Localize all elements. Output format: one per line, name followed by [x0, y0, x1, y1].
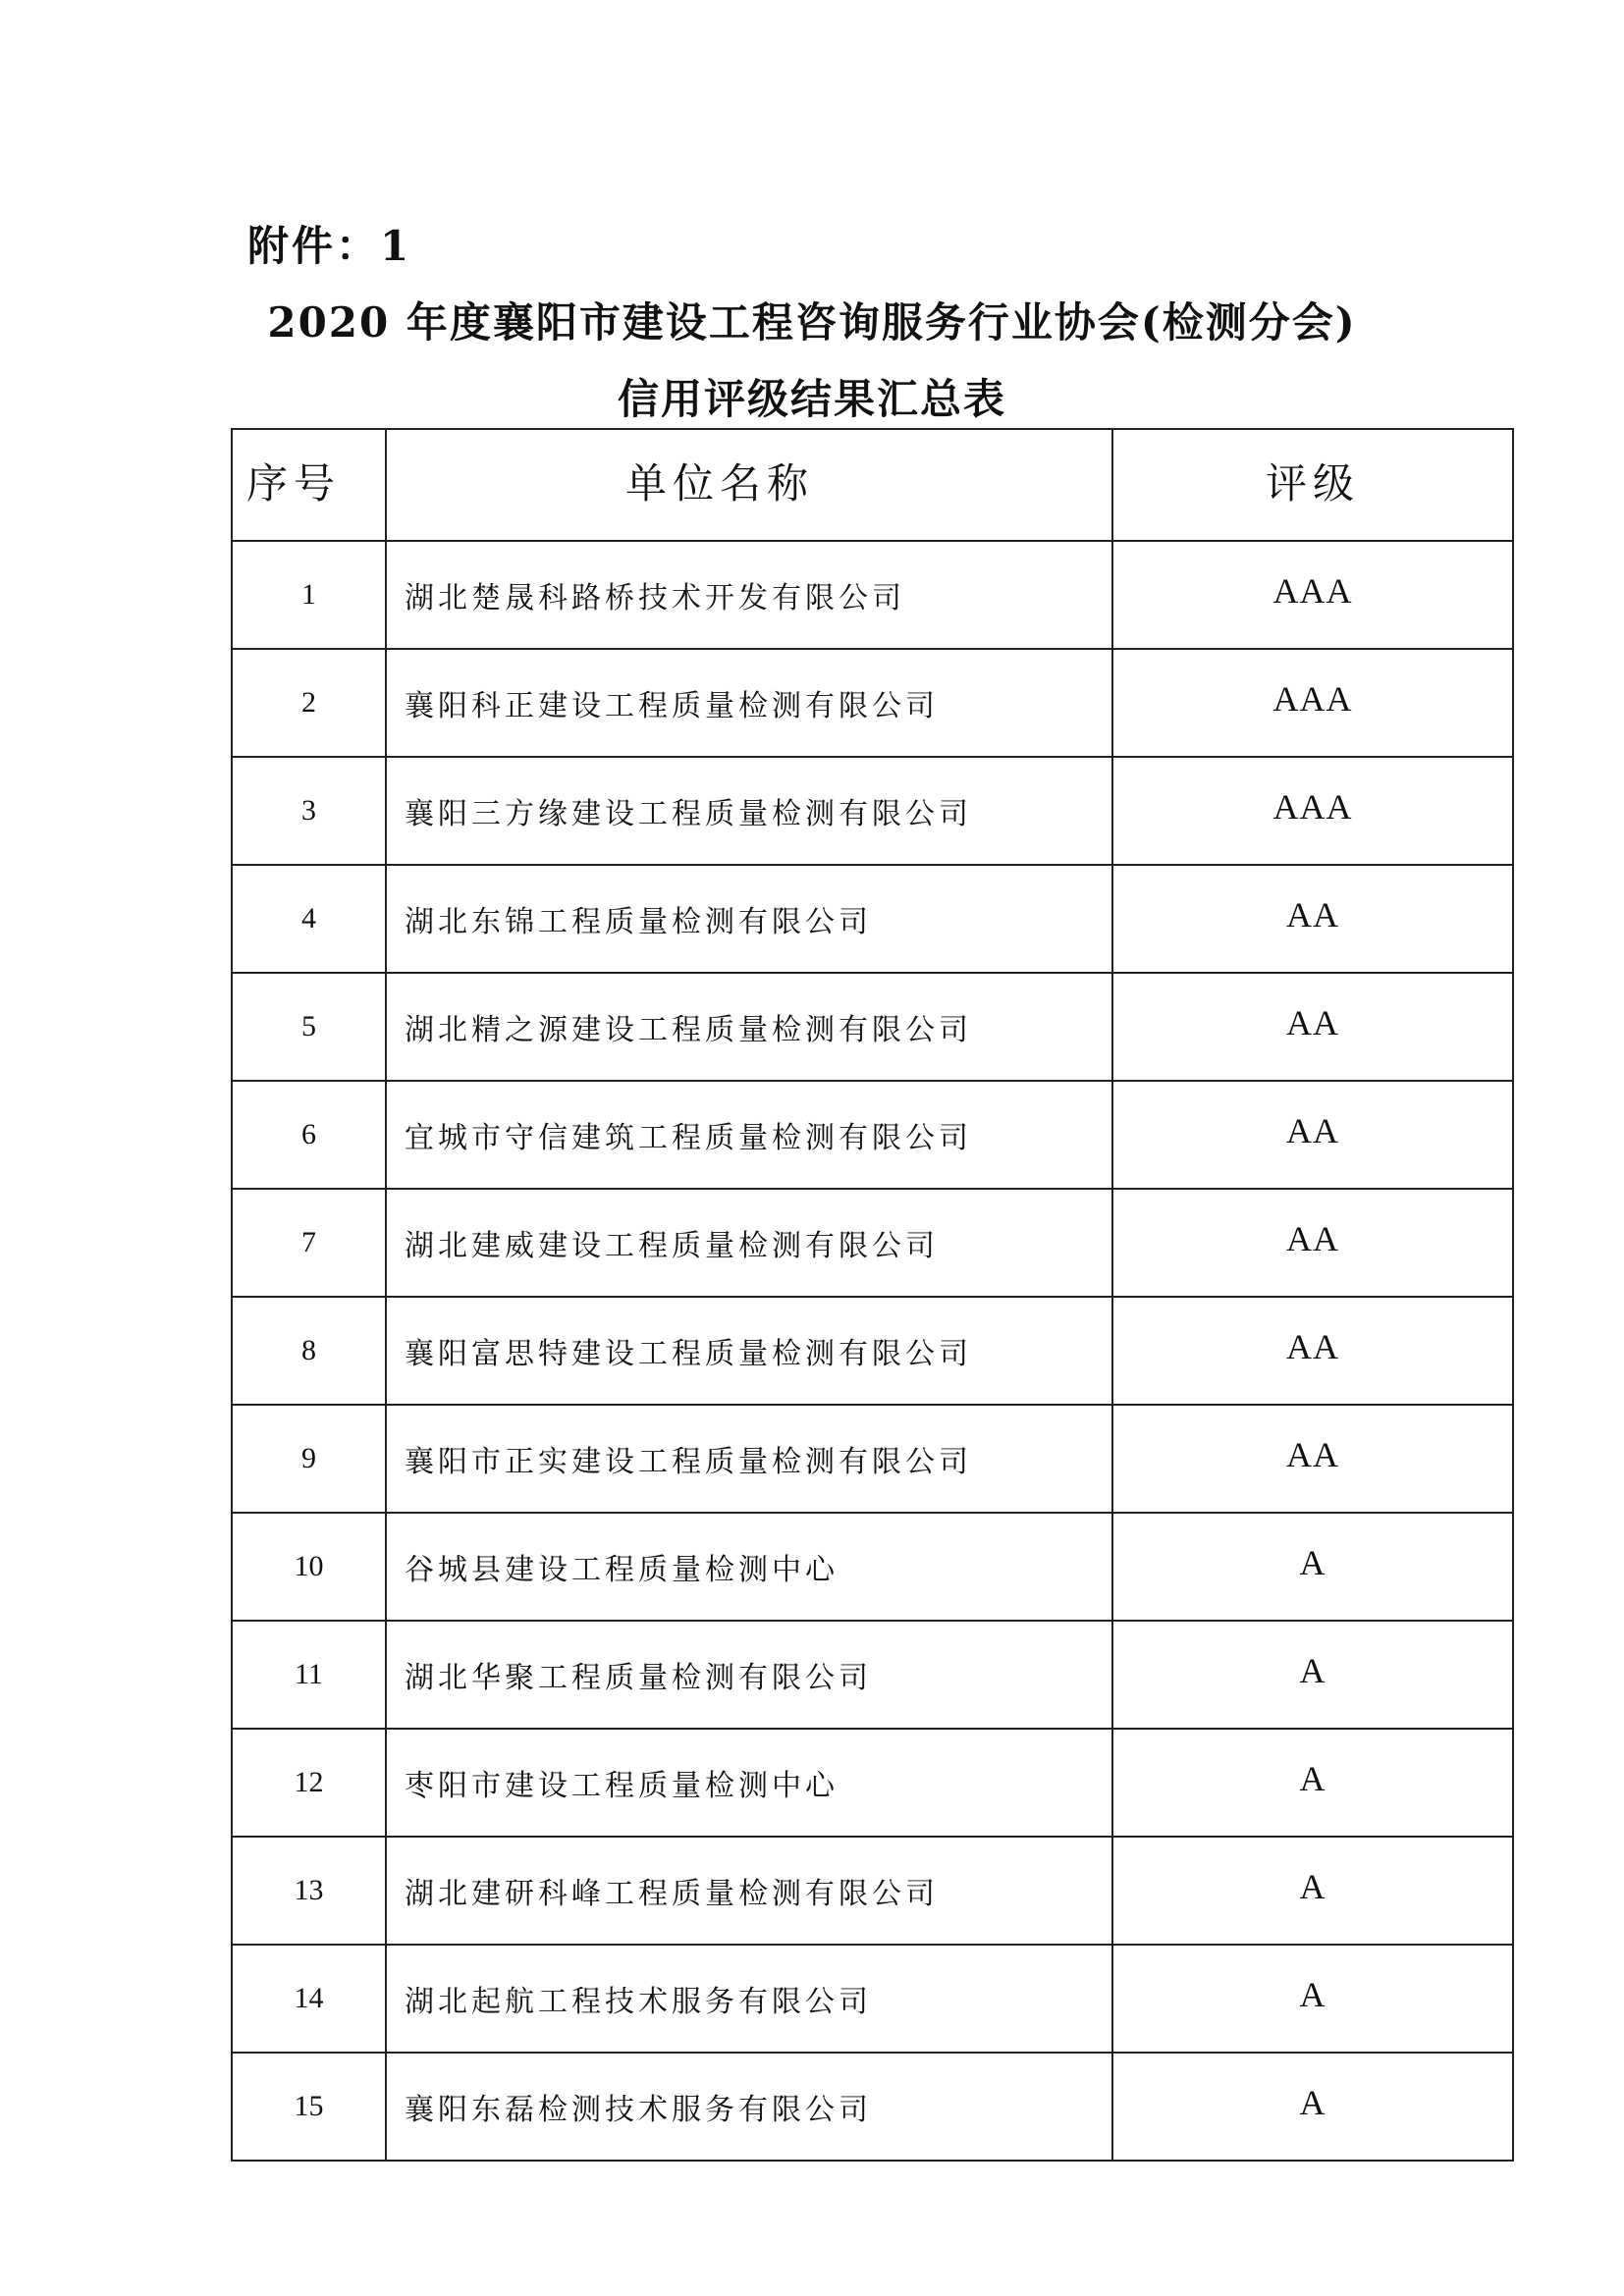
row-serial-number: 8	[232, 1297, 386, 1405]
table-row	[232, 757, 1513, 865]
row-unit-name: 湖北起航工程技术服务有限公司	[386, 1945, 1112, 2053]
table-row	[232, 649, 1513, 757]
document-title: 2020 年度襄阳市建设工程咨询服务行业协会(检测分会)	[267, 298, 1357, 347]
table-row	[232, 1405, 1513, 1513]
row-rating: A	[1112, 1621, 1513, 1729]
row-rating: A	[1112, 1513, 1513, 1621]
row-unit-name: 枣阳市建设工程质量检测中心	[386, 1729, 1112, 1837]
row-rating: AA	[1112, 1297, 1513, 1405]
row-rating: AA	[1112, 865, 1513, 973]
row-unit-name: 湖北东锦工程质量检测有限公司	[386, 865, 1112, 973]
document-subtitle: 信用评级结果汇总表	[617, 375, 1006, 423]
row-serial-number: 13	[232, 1837, 386, 1945]
row-serial-number: 3	[232, 757, 386, 865]
row-unit-name: 襄阳富思特建设工程质量检测有限公司	[386, 1297, 1112, 1405]
table-row	[232, 1189, 1513, 1297]
row-serial-number: 2	[232, 649, 386, 757]
row-serial-number: 4	[232, 865, 386, 973]
table-row	[232, 1297, 1513, 1405]
row-rating: A	[1112, 2053, 1513, 2161]
row-unit-name: 湖北楚晟科路桥技术开发有限公司	[386, 541, 1112, 649]
row-unit-name: 襄阳科正建设工程质量检测有限公司	[386, 649, 1112, 757]
row-serial-number: 15	[232, 2053, 386, 2161]
row-unit-name: 湖北精之源建设工程质量检测有限公司	[386, 973, 1112, 1081]
row-rating: AAA	[1112, 541, 1513, 649]
row-rating: AA	[1112, 1189, 1513, 1297]
row-serial-number: 9	[232, 1405, 386, 1513]
row-rating: A	[1112, 1837, 1513, 1945]
row-unit-name: 湖北华聚工程质量检测有限公司	[386, 1621, 1112, 1729]
row-rating: AA	[1112, 1405, 1513, 1513]
table-row	[232, 541, 1513, 649]
row-rating: A	[1112, 1945, 1513, 2053]
row-serial-number: 14	[232, 1945, 386, 2053]
table-row	[232, 2053, 1513, 2161]
table-row	[232, 1945, 1513, 2053]
row-unit-name: 谷城县建设工程质量检测中心	[386, 1513, 1112, 1621]
row-unit-name: 湖北建研科峰工程质量检测有限公司	[386, 1837, 1112, 1945]
header-unit-name: 单位名称	[386, 429, 1112, 541]
row-rating: A	[1112, 1729, 1513, 1837]
row-serial-number: 1	[232, 541, 386, 649]
row-rating: AAA	[1112, 649, 1513, 757]
table-row	[232, 973, 1513, 1081]
row-rating: AA	[1112, 1081, 1513, 1189]
row-serial-number: 12	[232, 1729, 386, 1837]
row-unit-name: 襄阳东磊检测技术服务有限公司	[386, 2053, 1112, 2161]
table-body	[232, 541, 1513, 2161]
table-row	[232, 1621, 1513, 1729]
row-serial-number: 5	[232, 973, 386, 1081]
table-row	[232, 1081, 1513, 1189]
row-rating: AAA	[1112, 757, 1513, 865]
table-row	[232, 1513, 1513, 1621]
rating-table	[231, 428, 1514, 2162]
row-serial-number: 10	[232, 1513, 386, 1621]
table-row	[232, 1729, 1513, 1837]
attachment-label: 附件：1	[247, 222, 412, 270]
row-unit-name: 湖北建威建设工程质量检测有限公司	[386, 1189, 1112, 1297]
row-serial-number: 6	[232, 1081, 386, 1189]
row-serial-number: 7	[232, 1189, 386, 1297]
row-unit-name: 襄阳三方缘建设工程质量检测有限公司	[386, 757, 1112, 865]
row-unit-name: 宜城市守信建筑工程质量检测有限公司	[386, 1081, 1112, 1189]
table-row	[232, 1837, 1513, 1945]
table-header-row	[232, 429, 1513, 541]
row-serial-number: 11	[232, 1621, 386, 1729]
row-rating: AA	[1112, 973, 1513, 1081]
row-unit-name: 襄阳市正实建设工程质量检测有限公司	[386, 1405, 1112, 1513]
header-rating: 评级	[1112, 429, 1513, 541]
table-row	[232, 865, 1513, 973]
header-serial-number: 序号	[232, 429, 386, 541]
